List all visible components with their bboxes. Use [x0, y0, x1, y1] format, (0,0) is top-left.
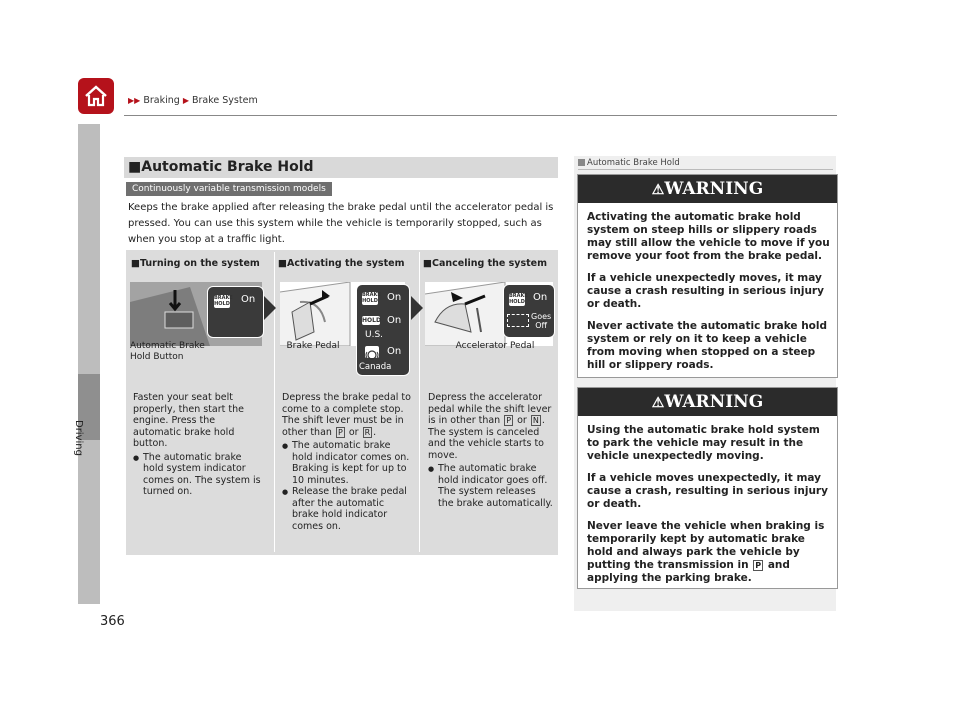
model-tag: Continuously variable transmission models: [126, 182, 332, 196]
warning-body: [587, 211, 831, 381]
header-divider: [124, 115, 837, 116]
brake-hold-indicator-icon: BRAKE HOLD: [362, 292, 381, 304]
step-heading-turning-on: ■Turning on the system: [131, 258, 260, 269]
warning-header: [578, 175, 837, 203]
section-title: ■Automatic Brake Hold: [128, 159, 314, 175]
indicator-state-us: On: [387, 315, 402, 326]
gear-p: P: [337, 427, 343, 437]
warning-title: WARNING: [664, 392, 764, 412]
warning-title: WARNING: [664, 179, 764, 199]
hold-indicator-icon: HOLD: [362, 317, 381, 324]
bullet-item: ● The automatic brake hold indicator goes off. The system releases the brake automatically.: [428, 463, 554, 509]
accelerator-pedal-caption: Accelerator Pedal: [455, 341, 535, 351]
side-note-heading: [578, 158, 680, 168]
step-description-turning-on: [133, 392, 263, 498]
note-marker-icon: [578, 159, 585, 166]
step-arrow-icon: [411, 296, 423, 320]
step-arrow-icon: [264, 296, 276, 320]
breadcrumb-arrow-icon: ▶: [182, 96, 189, 105]
warning-box-1: [577, 174, 838, 378]
step-text: Fasten your seat belt properly, then start the engine. Press the automatic brake hold button.: [133, 392, 244, 449]
brake-hold-indicator-icon: BRAKE HOLD: [509, 293, 528, 305]
section-heading: [124, 157, 558, 178]
step-text-post: .: [373, 426, 377, 438]
indicator-panel-canceling: [503, 284, 555, 338]
warning-paragraph: If a vehicle unexpectedly moves, it may cause a crash resulting in serious injury or death.: [587, 272, 824, 310]
breadcrumb-braking[interactable]: Braking: [143, 95, 180, 106]
indicator-state-canada: On: [387, 346, 402, 357]
brake-hold-indicator-icon: BRAKE HOLD: [214, 295, 233, 307]
warning-header: [578, 388, 837, 416]
or-text: or: [517, 415, 527, 426]
indicator-off-icon: [507, 314, 529, 327]
gear-p: P: [506, 416, 512, 425]
bullet-item: ● The automatic brake hold system indicator comes on. The system is turned on.: [133, 452, 263, 498]
indicator-state: On: [387, 292, 402, 303]
region-us: U.S.: [365, 330, 384, 340]
warning-paragraph: If a vehicle moves unexpectedly, it may cause a crash, resulting in serious injury or death.: [587, 472, 828, 510]
canada-indicator-icon: [365, 346, 379, 358]
home-icon: [83, 83, 109, 109]
indicator-state: On: [533, 292, 548, 303]
chapter-sidebar: [78, 124, 100, 604]
gear-n: N: [532, 416, 539, 425]
side-note-divider: [578, 169, 833, 170]
step-heading-activating: ■Activating the system: [278, 258, 405, 269]
breadcrumb: [128, 95, 258, 106]
warning-text-pre: Never leave the vehicle when braking is temporarily kept by automatic brake hold and always park the vehicle by putting the transmission in: [587, 520, 825, 571]
warning-box-2: [577, 387, 838, 589]
indicator-panel-turning-on: [207, 286, 264, 338]
warning-text-post: and applying the parking brake.: [587, 559, 790, 584]
step-heading-canceling: ■Canceling the system: [423, 258, 548, 269]
indicator-state: On: [241, 294, 256, 305]
step-text-pre: Depress the brake pedal to come to a complete stop. The shift lever must be in other than: [282, 392, 411, 438]
brake-pedal-caption: Brake Pedal: [286, 341, 340, 351]
warning-paragraph: Never activate the automatic brake hold system or rely on it to keep a vehicle from moving when stopped on a steep hill or slippery roads.: [587, 320, 828, 371]
warning-paragraph: Activating the automatic brake hold system on steep hills or slippery roads may still allow the vehicle to move if you remove your foot from the brake pedal.: [587, 211, 830, 262]
warning-triangle-icon: ⚠: [651, 395, 665, 411]
brake-hold-button-caption: Automatic Brake Hold Button: [130, 341, 205, 362]
goes-off-label: Goes Off: [531, 312, 552, 330]
warning-paragraph: [587, 520, 831, 585]
step-text: [428, 392, 554, 461]
side-note-title: Automatic Brake Hold: [587, 158, 680, 168]
region-canada: Canada: [359, 362, 392, 372]
warning-triangle-icon: ⚠: [651, 182, 665, 198]
chapter-label: Driving: [73, 420, 84, 456]
page-number: 366: [100, 614, 125, 629]
indicator-panel-activating: [356, 284, 410, 376]
warning-paragraph: Using the automatic brake hold system to park the vehicle may result in the vehicle unexpectedly moving.: [587, 424, 820, 462]
step-text: [282, 392, 412, 438]
step-description-activating: [282, 392, 412, 532]
breadcrumb-brake-system[interactable]: Brake System: [192, 95, 258, 106]
step-text-pre: Depress the accelerator pedal while the shift lever is in other than: [428, 392, 552, 426]
or-text: or: [348, 426, 359, 438]
gear-p: P: [755, 561, 762, 570]
gear-r: R: [364, 427, 371, 437]
warning-body: [587, 424, 831, 594]
bullet-item: ● The automatic brake hold indicator comes on. Braking is kept for up to 10 minutes.: [282, 440, 412, 486]
step-text-post: . The system is canceled and the vehicle starts to move.: [428, 415, 545, 461]
intro-text: Keeps the brake applied after releasing the brake pedal until the accelerator pedal is pressed. You can use this system while the vehicle is temporarily stopped, such as when you stop at a traffic light.: [128, 202, 554, 245]
bullet-item: ● Release the brake pedal after the automatic brake hold indicator comes on.: [282, 486, 412, 532]
home-button[interactable]: [78, 78, 114, 114]
step-description-canceling: [428, 392, 554, 509]
breadcrumb-arrow-icon: ▶▶: [128, 96, 141, 105]
